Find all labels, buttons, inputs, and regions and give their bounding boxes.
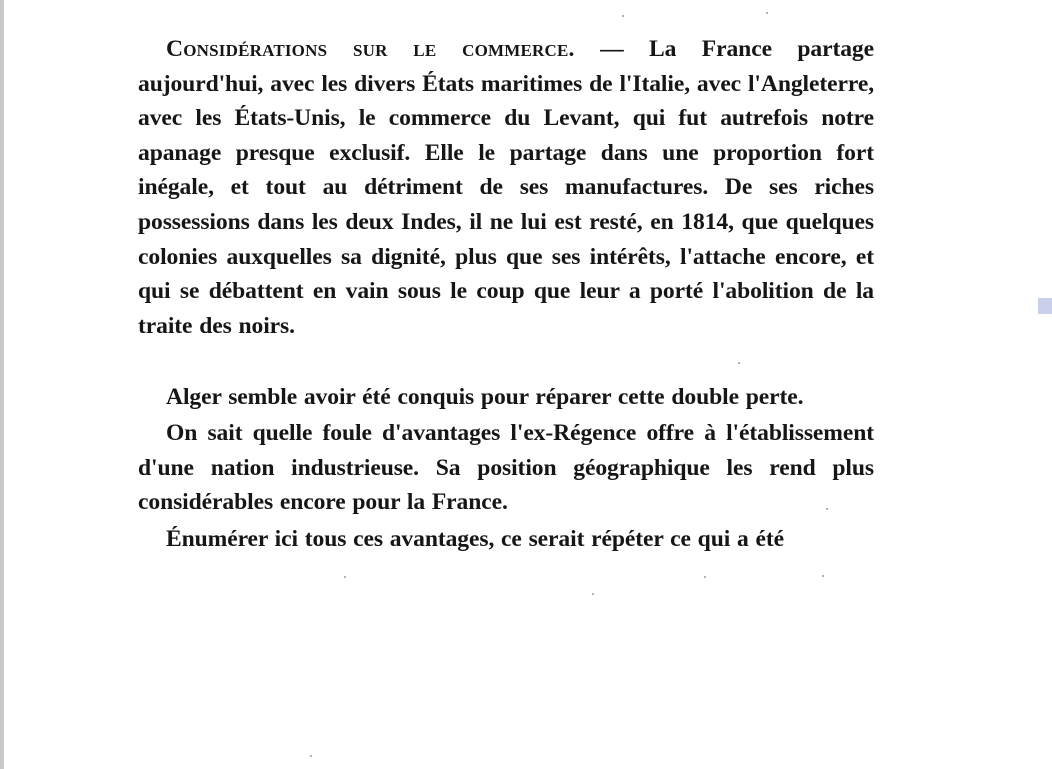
paragraph-alger: Alger semble avoir été conquis pour réparer cette double perte. <box>166 384 804 410</box>
scan-speck <box>310 755 312 757</box>
scanned-page-text <box>138 32 874 556</box>
scan-speck <box>344 576 346 578</box>
scan-speck <box>822 575 824 577</box>
scan-speck <box>704 576 706 578</box>
paragraph-regence: On sait quelle foule d'avantages l'ex-Régence offre à l'établissement d'une nation industrieuse. Sa position géographique les rend plus considérables encore pour la France. <box>138 420 874 516</box>
paragraph-enumerer: Énumérer ici tous ces avantages, ce serait répéter ce qui a été <box>166 526 784 552</box>
scan-speck <box>592 593 594 595</box>
left-window-edge <box>0 0 4 769</box>
scan-speck <box>738 362 740 364</box>
scan-speck <box>766 12 768 14</box>
scan-speck <box>826 508 828 510</box>
section-heading-lead: Considérations sur le commerce. <box>166 36 575 62</box>
paragraph-1-text: — La France partage aujourd'hui, avec les divers États maritimes de l'Italie, avec l'Angleterre, avec les États-Unis, le commerce du Levant, qui fut autrefois notre apanage presque exclusif. Elle le partage dans une proportion fort inégale, et tout au détriment de ses manufactures. De ses riches possessions dans les deux Indes, il ne lui est resté, en 1814, que quelques colonies auxquelles sa dignité, plus que ses intérêts, l'attache encore, et qui se débattent en vain sous le coup que leur a porté l'abolition de la traite des noirs. <box>138 36 874 339</box>
paragraph-commerce <box>138 32 874 378</box>
scrollbar-position-marker[interactable] <box>1038 298 1052 314</box>
scan-speck <box>622 15 624 17</box>
